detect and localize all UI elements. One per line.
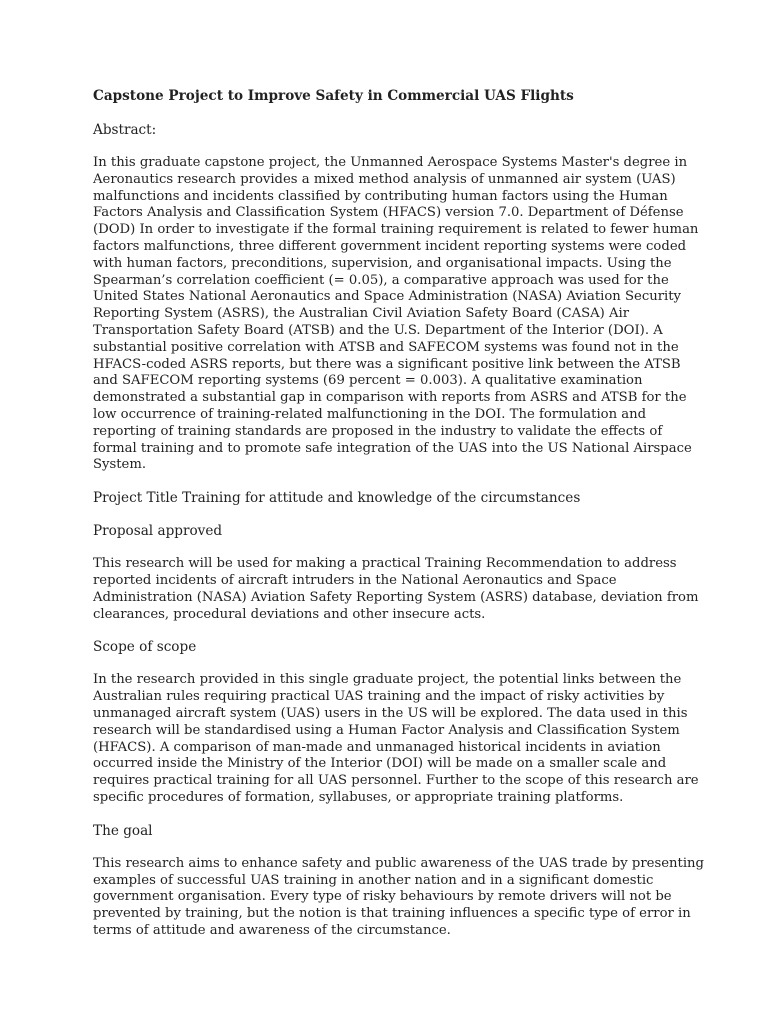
proposal-paragraph: This research will be used for making a practical Training Recommendation to address reported incidents of aircraft intruders in the National Aeronautics and Space Administration (NASA) Aviation Safety Reporting System (ASRS) database, deviation from clearances, procedural deviations and other insecure acts. [93, 556, 699, 622]
proposal-heading: Proposal approved [93, 523, 223, 540]
scope-heading: Scope of scope [93, 639, 197, 656]
abstract-heading: Abstract: [93, 122, 157, 138]
goal-heading: The goal [93, 822, 153, 839]
project-title-line: Project Title Training for attitude and knowledge of the circumstances [93, 490, 581, 507]
abstract-paragraph: In this graduate capstone project, the Unmanned Aerospace Systems Master's degree in Aeronautics research provides a mixed method analysis of unmanned air system (UAS) malfunctions and incidents classified by contributing human factors using the Human Factors Analysis and Classification System (HFACS) version 7.0. Department of Défense (DOD) In order to investigate if the formal training requirement is related to fewer human factors malfunctions, three different government incident reporting systems were coded with human factors, preconditions, supervision, and organisational impacts. Using the Spearman’s correlation coefficient (= 0.05), a comparative approach was used for the United States National Aeronautics and Space Administration (NASA) Aviation Security Reporting System (ASRS), the Australian Civil Aviation Safety Board (CASA) Air Transportation Safety Board (ATSB) and the U.S. Department of the Interior (DOI). A substantial positive correlation with ATSB and SAFECOM systems was found not in the HFACS-coded ASRS reports, but there was a significant positive link between the ATSB and SAFECOM reporting systems (69 percent = 0.003). A qualitative examination demonstrated a substantial gap in comparison with reports from ASRS and ATSB for the low occurrence of training-related malfunctioning in the DOI. The formulation and reporting of training standards are proposed in the industry to validate the effects of formal training and to promote safe integration of the UAS into the US National Airspace System. [93, 155, 699, 473]
document-title: Capstone Project to Improve Safety in Commercial UAS Flights [93, 88, 574, 104]
scope-paragraph: In the research provided in this single graduate project, the potential links between the Australian rules requiring practical UAS training and the impact of risky activities by unmanaged aircraft system (UAS) users in the US will be explored. The data used in this research will be standardised using a Human Factor Analysis and Classification System (HFACS). A comparison of man-made and unmanaged historical incidents in aviation occurred inside the Ministry of the Interior (DOI) will be made on a smaller scale and requires practical training for all UAS personnel. Further to the scope of this research are specific procedures of formation, syllabuses, or appropriate training platforms. [93, 672, 699, 805]
goal-paragraph: This research aims to enhance safety and public awareness of the UAS trade by presenting examples of successful UAS training in another nation and in a significant domestic government organisation. Every type of risky behaviours by remote drivers will not be prevented by training, but the notion is that training influences a specific type of error in terms of attitude and awareness of the circumstance. [93, 855, 704, 938]
